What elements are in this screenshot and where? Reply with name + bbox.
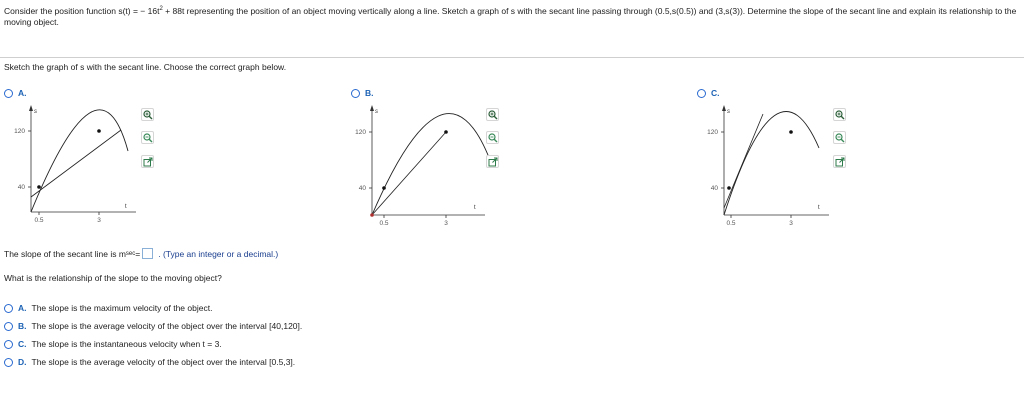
curve — [372, 114, 490, 215]
popout-icon[interactable] — [833, 155, 846, 168]
slope-question: The slope of the secant line is m sec = . (Type an integer or a decimal.) — [4, 248, 279, 259]
choice-a[interactable] — [4, 303, 212, 313]
x-tick-0.5: 0.5 — [34, 217, 44, 224]
x-tick-3: 3 — [789, 220, 793, 227]
choice-d-text: The slope is the average velocity of the object over the interval [0.5,3]. — [31, 357, 296, 367]
graph-option-b[interactable] — [351, 88, 374, 98]
axis-label-s: s — [375, 109, 378, 115]
y-axis-arrow — [370, 105, 374, 111]
zoom-in-icon[interactable] — [833, 108, 846, 121]
y-axis-arrow — [722, 105, 726, 111]
y-tick-120: 120 — [707, 129, 718, 136]
choice-d[interactable] — [4, 357, 295, 367]
tangent-line — [724, 114, 763, 208]
axis-label-t: t — [125, 204, 127, 210]
choice-c[interactable] — [4, 339, 222, 349]
choice-d-letter: D. — [18, 357, 27, 367]
axis-label-s: s — [34, 109, 37, 115]
instruction-text: Sketch the graph of s with the secant line. Choose the correct graph below. — [4, 62, 287, 72]
choice-a-text: The slope is the maximum velocity of the object. — [31, 303, 213, 313]
choice-c-letter: C. — [18, 339, 27, 349]
zoom-out-icon[interactable] — [141, 131, 154, 144]
choice-b-text: The slope is the average velocity of the object over the interval [40,120]. — [31, 321, 303, 331]
axis-label-t: t — [818, 205, 820, 211]
x-tick-3: 3 — [444, 220, 448, 227]
radio-a[interactable] — [4, 89, 13, 98]
y-tick-40: 40 — [17, 184, 25, 191]
graph-option-a[interactable] — [4, 88, 27, 98]
point — [789, 130, 793, 134]
choice-a-letter: A. — [18, 303, 27, 313]
zoom-in-icon[interactable] — [486, 108, 499, 121]
point — [370, 213, 374, 217]
radio-b[interactable] — [351, 89, 360, 98]
point — [444, 130, 448, 134]
slope-hint: . (Type an integer or a decimal.) — [158, 248, 279, 259]
radio-c[interactable] — [697, 89, 706, 98]
y-tick-40: 40 — [710, 185, 718, 192]
popout-icon[interactable] — [486, 155, 499, 168]
choice-c-radio[interactable] — [4, 340, 13, 349]
graph-a — [4, 100, 140, 230]
point — [97, 129, 101, 133]
graph-c — [697, 100, 833, 230]
point — [727, 186, 731, 190]
choice-a-radio[interactable] — [4, 304, 13, 313]
graph-b — [345, 100, 490, 230]
point — [382, 186, 386, 190]
choice-d-radio[interactable] — [4, 358, 13, 367]
choice-c-text: The slope is the instantaneous velocity when t = 3. — [31, 339, 222, 349]
secant-line — [31, 130, 121, 197]
choice-b[interactable] — [4, 321, 302, 331]
graph-option-c[interactable] — [697, 88, 720, 98]
zoom-in-icon[interactable] — [141, 108, 154, 121]
x-tick-3: 3 — [97, 217, 101, 224]
x-tick-0.5: 0.5 — [726, 220, 736, 227]
zoom-out-icon[interactable] — [486, 131, 499, 144]
curve — [724, 111, 819, 215]
x-tick-0.5: 0.5 — [379, 220, 389, 227]
point — [37, 185, 41, 189]
axis-label-t: t — [474, 205, 476, 211]
y-tick-120: 120 — [14, 128, 25, 135]
slope-answer-input[interactable] — [142, 248, 153, 259]
option-c-label: C. — [711, 88, 720, 98]
axis-label-s: s — [727, 109, 730, 115]
choice-b-radio[interactable] — [4, 322, 13, 331]
relationship-question: What is the relationship of the slope to the moving object? — [4, 273, 222, 283]
option-b-label: B. — [365, 88, 374, 98]
zoom-out-icon[interactable] — [833, 131, 846, 144]
option-a-label: A. — [18, 88, 27, 98]
y-tick-40: 40 — [358, 185, 366, 192]
y-tick-120: 120 — [355, 129, 366, 136]
popout-icon[interactable] — [141, 155, 154, 168]
question-text: Consider the position function s(t) = − $16t^2 + 88t$ representing the position of an object moving vertically along a line. Sketch a graph of s with the secant line passing through (0.5,s(0.5)) and (3,s(3)). Determine the slope of the secant line and explain its relationship to the moving object. — [4, 5, 1017, 27]
divider — [0, 57, 1024, 58]
y-axis-arrow — [29, 105, 33, 111]
choice-b-letter: B. — [18, 321, 27, 331]
